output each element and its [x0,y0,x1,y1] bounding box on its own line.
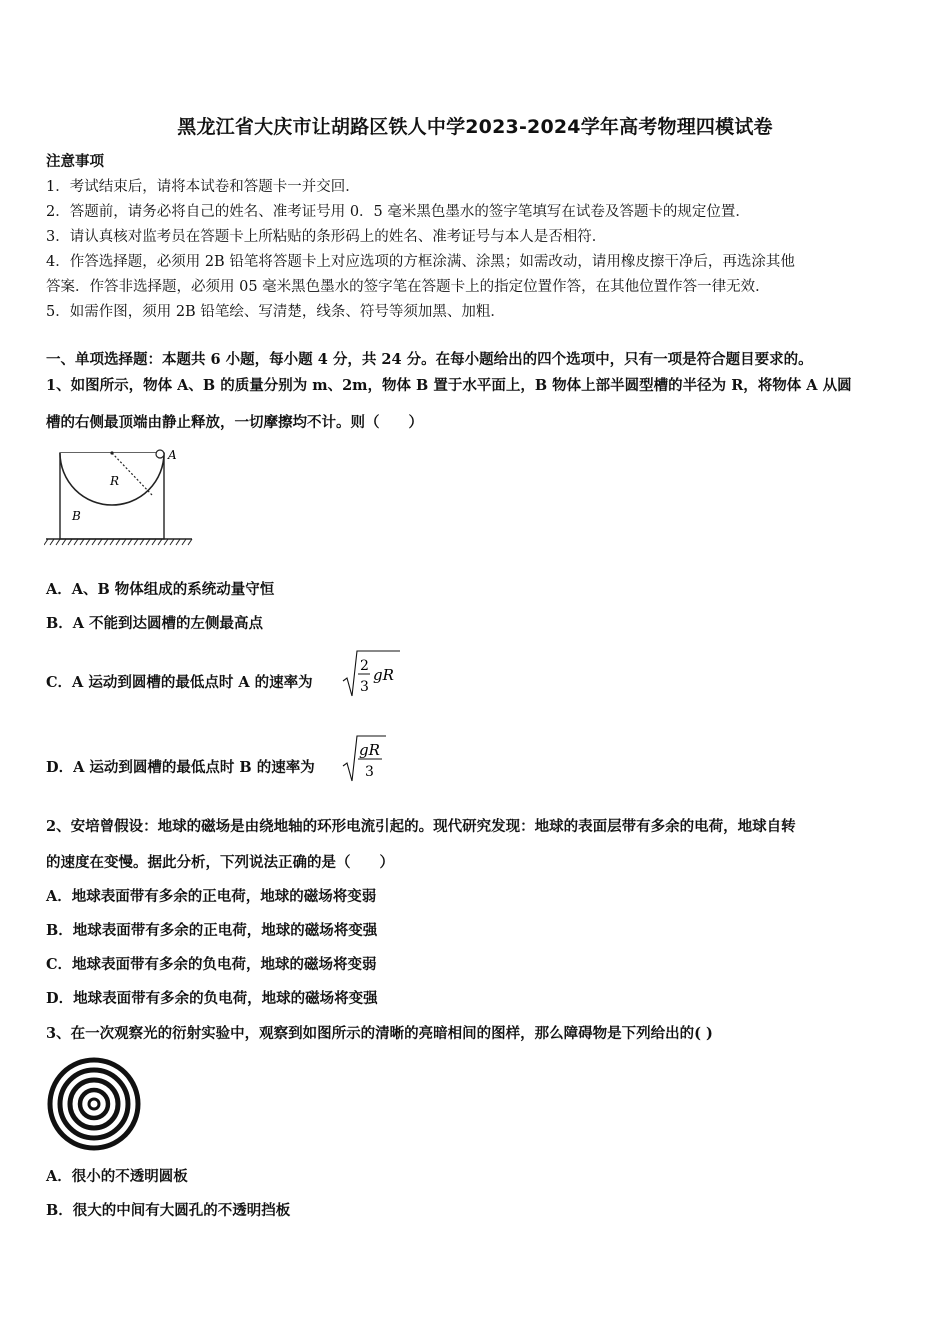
diffraction-pattern-figure [46,1056,142,1152]
notice-heading: 注意事项 [46,153,104,170]
q1-option-d-text: D．A 运动到圆槽的最低点时 B 的速率为 [46,759,315,776]
question-1-stem-cont: 槽的右侧最顶端由静止释放，一切摩擦均不计。则（ ） [46,414,423,431]
svg-text:2: 2 [360,658,369,674]
notice-item: 5．如需作图，须用 2B 铅笔绘、写清楚，线条、符号等须加黑、加粗． [46,304,505,320]
q3-option-a: A．很小的不透明圆板 [46,1168,188,1185]
notice-item: 4．作答选择题，必须用 2B 铅笔将答题卡上对应选项的方框涂满、涂黑；如需改动，请用橡皮擦干净后，再选涂其他 [46,254,795,270]
q3-option-b: B．很大的中间有大圆孔的不透明挡板 [46,1202,291,1219]
svg-text:gR: gR [373,666,394,684]
question-1-stem: 1、如图所示，物体 A、B 的质量分别为 m、2m，物体 B 置于水平面上，B 物体上部半圆型槽的半径为 R，将物体 A 从圆 [46,377,852,394]
notice-item: 1．考试结束后，请将本试卷和答题卡一并交回． [46,179,360,195]
svg-text:3: 3 [365,764,374,780]
ground-hatch [44,539,192,545]
q2-option-c: C．地球表面带有多余的负电荷，地球的磁场将变弱 [46,956,377,973]
svg-text:gR: gR [359,741,380,759]
notice-item: 3．请认真核对监考员在答题卡上所粘贴的条形码上的姓名、准考证号与本人是否相符． [46,229,607,245]
label-r: R [110,474,120,488]
q1-option-b: B．A 不能到达圆槽的左侧最高点 [46,615,264,632]
page-title: 黑龙江省大庆市让胡路区铁人中学2023-2024学年高考物理四模试卷 [177,116,773,138]
half-pipe-figure [44,440,194,550]
q1-option-c-text: C．A 运动到圆槽的最低点时 A 的速率为 [46,674,313,691]
notice-item: 2．答题前，请务必将自己的姓名、准考证号用 0．5 毫米黑色墨水的签字笔填写在试卷及答题卡的规定位置． [46,204,750,220]
formula-sqrt-2-3-gr [342,648,402,700]
label-b: B [72,509,81,523]
q2-option-b: B．地球表面带有多余的正电荷，地球的磁场将变强 [46,922,378,939]
question-2-stem: 2、安培曾假设：地球的磁场是由绕地轴的环形电流引起的。现代研究发现：地球的表面层带有多余的电荷，地球自转 [46,818,796,835]
notice-item: 答案．作答非选择题，必须用 05 毫米黑色墨水的签字笔在答题卡上的指定位置作答，在其他位置作答一律无效． [46,279,770,295]
q2-option-d: D．地球表面带有多余的负电荷，地球的磁场将变强 [46,990,378,1007]
section-heading: 一、单项选择题：本题共 6 小题，每小题 4 分，共 24 分。在每小题给出的四个选项中，只有一项是符合题目要求的。 [46,351,813,368]
question-2-stem-cont: 的速度在变慢。据此分析，下列说法正确的是（ ） [46,854,394,871]
q2-option-a: A．地球表面带有多余的正电荷，地球的磁场将变弱 [46,888,377,905]
q1-option-c [46,673,313,693]
formula-sqrt-gr-3 [342,733,390,785]
label-a: A [168,448,177,462]
svg-text:3: 3 [360,679,369,695]
q1-option-d [46,758,315,778]
question-3-stem: 3、在一次观察光的衍射实验中，观察到如图所示的清晰的亮暗相间的图样，那么障碍物是下列给出的( ) [46,1025,713,1042]
q1-option-a: A．A、B 物体组成的系统动量守恒 [46,581,275,598]
